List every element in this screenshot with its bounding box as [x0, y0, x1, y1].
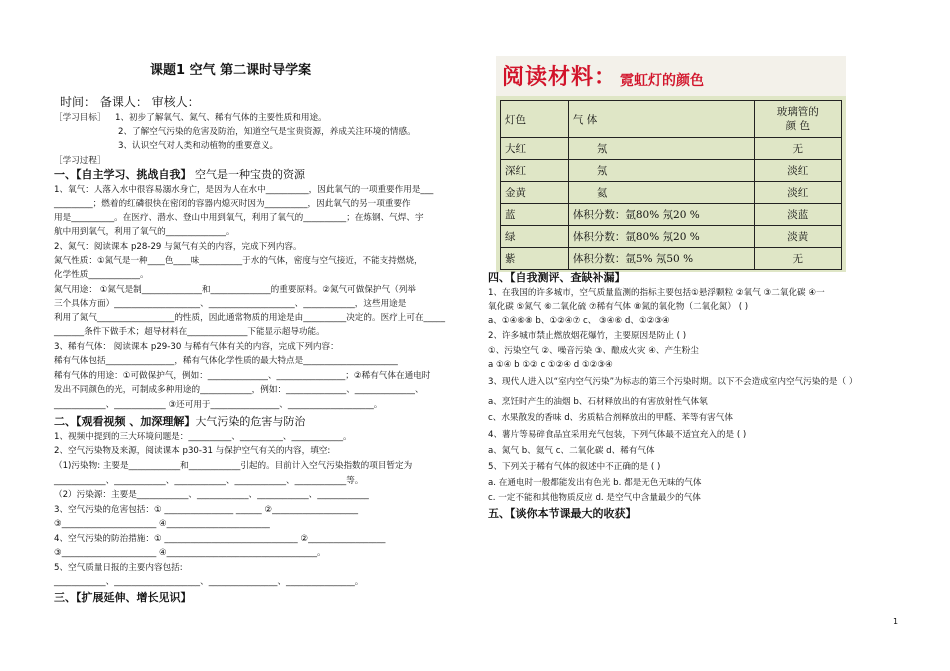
- page-number: 1: [893, 617, 899, 626]
- reading-title: 阅读材料：: [502, 64, 618, 90]
- section-4-heading: 四、【自我测评、查缺补漏】: [488, 271, 626, 284]
- s4-line-3: 2、许多城市禁止燃放烟花爆竹，主要原因是防止 ( ): [488, 331, 687, 341]
- table-cell: 淡红: [754, 160, 841, 182]
- table-cell: 体积分数：氩80% 氖20 %: [568, 204, 754, 226]
- table-cell: 淡蓝: [754, 204, 841, 226]
- s2-line-3: ____________、____________、____________、____________、____________等。: [54, 476, 364, 486]
- s2-line-5: 3、空气污染的危害包括：① ________________ ______ ②____________________: [54, 505, 359, 515]
- s1-line-14: 发出不同颜色的光，可制成多种用途的____________，例如：______________、______________、: [54, 385, 424, 395]
- s1-line-15: ____________、____________ ③还可用于________________、____________________。: [54, 400, 383, 410]
- s1-line-8: 三个具体方面）____________________、____________________、____________，这些用途是: [54, 299, 407, 309]
- s4-line-10: a、氮气 b、氦气 c、二氧化碳 d、稀有气体: [488, 446, 655, 456]
- s4-line-9: 4、薯片等易碎食品宜采用充气包装，下列气体最不适宜充入的是 ( ): [488, 430, 747, 440]
- table-cell: 氖: [568, 138, 754, 160]
- header-cell: 气 体: [568, 101, 754, 138]
- goals-label: ［学习目标］: [54, 113, 106, 123]
- table-cell: 淡黄: [754, 226, 841, 248]
- section-2-title: 二、【观看视频 、加深理解】: [54, 415, 196, 428]
- table-cell: 氦: [568, 182, 754, 204]
- table-cell: 氖: [568, 160, 754, 182]
- s1-line-3: 航中用到氧气，利用了氧气的______________。: [54, 227, 235, 237]
- section-1-subtitle: 空气是一种宝贵的资源: [191, 168, 305, 181]
- s1-line-5: 氮气性质：①氮气是一种____色____味__________于水的气体，密度与空气接近，不能支持燃烧，: [54, 256, 423, 266]
- goal-2: 2、了解空气污染的危害及防治，知道空气是宝贵资源，养成关注环境的情感。: [118, 127, 416, 137]
- s1-line-10: _______条件下做手术；超导材料在______________下能显示超导功能。: [54, 327, 325, 337]
- table-cell: 紫: [501, 248, 569, 270]
- s4-line-4: ①、污染空气 ②、噪音污染 ③、酿成火灾 ④、产生粉尘: [488, 346, 699, 356]
- table-row: [501, 138, 842, 160]
- page-title: 课题1 空气 第二课时导学案: [150, 63, 312, 78]
- header-cell: 玻璃管的 颜 色: [754, 101, 841, 138]
- s4-line-1: 氧化碳 ⑤氮气 ⑥二氧化硫 ⑦稀有气体 ⑧氮的氧化物（二氧化氮） ( ): [488, 302, 749, 312]
- table-cell: 金黄: [501, 182, 569, 204]
- s4-line-8: c、水果散发的香味 d、劣质粘合剂释放出的甲醛、苯等有害气体: [488, 413, 733, 423]
- s2-line-1: 2、空气污染物及来源，阅读课本 p30-31 与保护空气有关的内容，填空:: [54, 446, 331, 456]
- s4-line-13: c. 一定不能和其他物质反应 d. 是空气中含量最少的气体: [488, 493, 701, 503]
- goal-3: 3、认识空气对人类和动植物的重要意义。: [118, 141, 279, 151]
- s2-line-7: 4、空气污染的防治措施：① _______________________________ ②__________________: [54, 534, 386, 544]
- s1-line-1: _________；燃着的红磷很快在密闭的容器内熄灭时因为__________，因此氧气的另一项重要作: [54, 199, 411, 209]
- table-cell: 无: [754, 138, 841, 160]
- table-cell: 体积分数：氩5% 氖50 %: [568, 248, 754, 270]
- s1-line-11: 3、稀有气体： 阅读课本 p29-30 与稀有气体有关的内容，完成下列内容：: [54, 342, 339, 352]
- table-cell: 淡红: [754, 182, 841, 204]
- section-1-heading: [54, 169, 305, 180]
- s1-line-9: 利用了氮气__________________的性质，因此通常物质的用途是由__________决定的。医疗上可在_____: [54, 313, 446, 323]
- table-cell: 深红: [501, 160, 569, 182]
- s4-line-6: 3、现代人进入以“室内空气污染”为标志的第三个污染时期。以下不会造成室内空气污染的是（ ）: [488, 377, 858, 387]
- header-cell: 灯色: [501, 101, 569, 138]
- s2-line-8: ③______________________ ④___________________________________。: [54, 548, 326, 558]
- table-header-row: [501, 101, 842, 138]
- section-1-title: 一、【自主学习、挑战自我】: [54, 168, 192, 181]
- s1-line-12: 稀有气体包括________________，稀有气体化学性质的最大特点是______________________: [54, 356, 398, 366]
- s1-line-2: 用是__________。在医疗、潜水、登山中用到氧气，利用了氧气的__________；在炼钢、气焊、宇: [54, 213, 424, 223]
- s1-line-4: 2、氮气：阅读课本 p28-29 与氮气有关的内容，完成下列内容。: [54, 242, 302, 252]
- section-5-heading: 五、【谈你本节课最大的收获】: [488, 507, 637, 520]
- s4-line-12: a. 在通电时一般都能发出有色光 b. 都是无色无味的气体: [488, 478, 702, 488]
- table-cell: 绿: [501, 226, 569, 248]
- reading-material: [496, 56, 846, 272]
- table-row: [501, 182, 842, 204]
- section-2-subtitle: 大气污染的危害与防治: [195, 415, 306, 428]
- table-row: [501, 160, 842, 182]
- table-cell: 体积分数：氩80% 氖20 %: [568, 226, 754, 248]
- s4-line-7: a、烹饪时产生的油烟 b、石材释放出的有害放射性气体氡: [488, 397, 708, 407]
- table-row: [501, 204, 842, 226]
- s4-line-5: a ①④ b ①② c ①②④ d ①②③④: [488, 360, 613, 370]
- s4-line-0: 1、在我国的许多城市，空气质量监测的指标主要包括①悬浮颗粒 ②氧气 ③二氧化碳 ④一: [488, 288, 825, 298]
- section-3-heading: 三、【扩展延伸、增长见识】: [54, 591, 192, 604]
- s2-line-9: 5、空气质量日报的主要内容包括:: [54, 563, 183, 573]
- section-2-heading: [54, 416, 305, 427]
- process-label: ［学习过程］: [54, 156, 106, 166]
- reading-header: [496, 56, 846, 96]
- s1-line-7: 氮气用途： ①氮气是制______________和______________的重要原料。②氮气可做保护气（列举: [54, 285, 416, 295]
- s2-line-10: ____________、____________________、________________、________________。: [54, 577, 364, 587]
- s2-line-6: ③______________________ ④________________________: [54, 519, 270, 529]
- table-row: [501, 226, 842, 248]
- s1-line-0: 1、氧气：人落入水中很容易溺水身亡，是因为人在水中__________，因此氧气的一项重要作用是___: [54, 185, 434, 195]
- meta-line: 时间： 备课人： 审核人：: [60, 95, 200, 109]
- table-cell: 蓝: [501, 204, 569, 226]
- s4-line-2: a、①④⑥⑧ b、①②④⑦ c、 ③④⑥ d、①②③④: [488, 316, 670, 326]
- s1-line-6: 化学性质____________。: [54, 270, 149, 280]
- s2-line-2: （1)污染物: 主要是____________和____________引起的。目前计入空气污染指数的项目暂定为: [54, 461, 413, 471]
- s4-line-11: 5、下列关于稀有气体的叙述中不正确的是 ( ): [488, 462, 661, 472]
- table-cell: 无: [754, 248, 841, 270]
- table-cell: 大红: [501, 138, 569, 160]
- s1-line-13: 稀有气体的用途：①可做保护气，例如：______________、________________；②稀有气体在通电时: [54, 371, 431, 381]
- neon-color-table: [500, 100, 842, 270]
- goal-1: 1、初步了解氧气、氮气、稀有气体的主要性质和用途。: [115, 113, 327, 123]
- s2-line-4: （2）污染源：主要是____________、____________、____________、____________: [54, 490, 369, 500]
- s2-line-0: 1、视频中提到的三大环境问题是：__________、__________、____________。: [54, 432, 352, 442]
- table-row: [501, 248, 842, 270]
- reading-subtitle: 霓虹灯的颜色: [620, 73, 704, 89]
